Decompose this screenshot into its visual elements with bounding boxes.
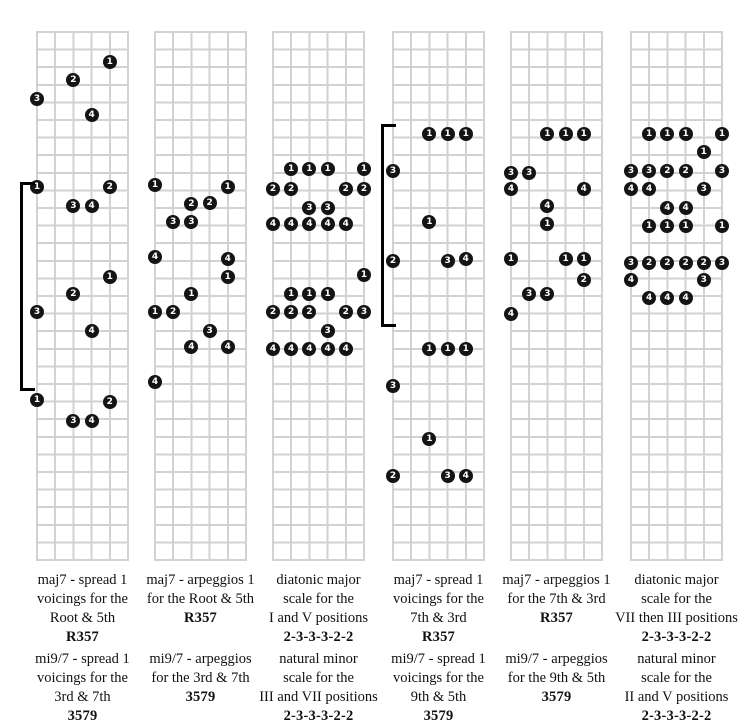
caption-line: 9th & 5th [410,689,467,705]
caption-line: 3579 [67,708,98,724]
finger-dot: 1 [184,287,198,301]
caption-line: R357 [539,610,574,626]
finger-dot: 1 [679,127,693,141]
caption-line: for the Root & 5th [146,591,255,607]
finger-dot: 2 [660,164,674,178]
finger-dot: 1 [148,305,162,319]
finger-dot: 1 [459,127,473,141]
finger-dot: 4 [221,340,235,354]
finger-dot: 4 [148,250,162,264]
caption-line: III and VII positions [259,689,378,705]
caption-line: maj7 - arpeggios 1 [146,572,255,588]
caption-line: for the 9th & 5th [507,670,606,686]
finger-dot: 4 [540,199,554,213]
finger-dot: 1 [441,342,455,356]
finger-dot: 1 [715,127,729,141]
caption-line: 7th & 3rd [410,610,467,626]
finger-dot: 3 [642,164,656,178]
caption-line: R357 [65,629,100,645]
finger-dot: 1 [30,180,44,194]
finger-dot: 2 [166,305,180,319]
finger-dot: 4 [459,252,473,266]
finger-dot: 2 [203,196,217,210]
finger-dot: 1 [559,127,573,141]
position-bracket [381,124,396,327]
finger-dot: 1 [30,393,44,407]
caption-line: diatonic major [276,572,361,588]
finger-dot: 4 [302,217,316,231]
finger-dot: 4 [679,291,693,305]
finger-dot: 2 [642,256,656,270]
fretboard-grid-2 [151,31,247,561]
finger-dot: 3 [624,164,638,178]
caption-line: mi9/7 - spread 1 [35,651,130,667]
finger-dot: 4 [85,324,99,338]
finger-dot: 4 [148,375,162,389]
finger-dot: 2 [103,395,117,409]
finger-dot: 3 [386,164,400,178]
finger-dot: 2 [357,182,371,196]
fretboard-grid-3 [269,31,368,561]
finger-dot: 3 [30,305,44,319]
caption-line: voicings for the [36,670,128,686]
fretboard-grid-6 [627,31,726,561]
finger-dot: 2 [339,182,353,196]
finger-dot: 1 [540,127,554,141]
finger-dot: 2 [577,273,591,287]
finger-dot: 4 [266,217,280,231]
caption-line: 3579 [185,689,216,705]
finger-dot: 2 [103,180,117,194]
finger-dot: 4 [339,217,353,231]
finger-dot: 3 [441,254,455,268]
finger-dot: 4 [266,342,280,356]
finger-dot: 2 [679,256,693,270]
finger-dot: 3 [321,324,335,338]
finger-dot: 1 [642,127,656,141]
caption-line: maj7 - arpeggios 1 [502,572,611,588]
caption-line: R357 [421,629,456,645]
finger-dot: 2 [386,254,400,268]
finger-dot: 2 [339,305,353,319]
caption-line: I and V positions [269,610,368,626]
caption-line: scale for the [283,670,354,686]
finger-dot: 3 [66,414,80,428]
finger-dot: 3 [302,201,316,215]
finger-dot: 2 [284,305,298,319]
finger-dot: 4 [321,342,335,356]
finger-dot: 1 [103,270,117,284]
finger-dot: 2 [66,287,80,301]
finger-dot: 3 [715,256,729,270]
finger-dot: 4 [624,273,638,287]
finger-dot: 1 [459,342,473,356]
finger-dot: 3 [715,164,729,178]
finger-dot: 3 [203,324,217,338]
finger-dot: 2 [266,305,280,319]
finger-dot: 1 [302,287,316,301]
finger-dot: 3 [321,201,335,215]
finger-dot: 2 [266,182,280,196]
caption-line: 3579 [541,689,572,705]
caption-line: maj7 - spread 1 [37,572,128,588]
finger-dot: 4 [679,201,693,215]
caption-line: Root & 5th [49,610,116,626]
finger-dot: 3 [522,287,536,301]
finger-dot: 1 [422,215,436,229]
finger-dot: 1 [103,55,117,69]
finger-dot: 1 [577,127,591,141]
caption-line: VII then III positions [615,610,738,626]
finger-dot: 1 [321,287,335,301]
finger-dot: 4 [85,414,99,428]
finger-dot: 1 [577,252,591,266]
fretboard-grid-4 [389,31,485,561]
finger-dot: 3 [386,379,400,393]
caption-line: R357 [183,610,218,626]
finger-dot: 1 [422,432,436,446]
finger-dot: 1 [221,270,235,284]
fretboard-grid-5 [507,31,603,561]
finger-dot: 1 [321,162,335,176]
caption-line: for the 7th & 3rd [507,591,606,607]
finger-dot: 3 [697,273,711,287]
caption-line: 2-3-3-3-2-2 [641,629,712,645]
finger-dot: 1 [284,287,298,301]
finger-dot: 3 [522,166,536,180]
finger-dot: 2 [302,305,316,319]
finger-dot: 4 [642,291,656,305]
finger-dot: 1 [642,219,656,233]
finger-dot: 4 [85,108,99,122]
caption-line: 2-3-3-3-2-2 [283,629,354,645]
finger-dot: 1 [284,162,298,176]
position-bracket [20,182,35,390]
finger-dot: 4 [284,217,298,231]
finger-dot: 1 [357,162,371,176]
finger-dot: 2 [697,256,711,270]
finger-dot: 4 [660,291,674,305]
finger-dot: 4 [504,182,518,196]
finger-dot: 1 [302,162,316,176]
finger-dot: 4 [85,199,99,213]
caption-line: 3rd & 7th [54,689,111,705]
finger-dot: 4 [321,217,335,231]
caption-line: scale for the [283,591,354,607]
caption-line: for the 3rd & 7th [151,670,250,686]
finger-dot: 4 [660,201,674,215]
finger-dot: 3 [357,305,371,319]
finger-dot: 1 [715,219,729,233]
fretboard-grid-1 [33,31,129,561]
caption-line: voicings for the [392,670,484,686]
caption-line: mi9/7 - spread 1 [391,651,486,667]
finger-dot: 2 [284,182,298,196]
finger-dot: 3 [540,287,554,301]
finger-dot: 3 [624,256,638,270]
caption-line: 3579 [423,708,454,724]
finger-dot: 1 [660,219,674,233]
finger-dot: 1 [441,127,455,141]
finger-dot: 1 [660,127,674,141]
finger-dot: 2 [66,73,80,87]
finger-dot: 1 [504,252,518,266]
finger-dot: 1 [697,145,711,159]
finger-dot: 1 [540,217,554,231]
finger-dot: 1 [559,252,573,266]
caption-line: II and V positions [624,689,729,705]
caption-line: mi9/7 - arpeggios [505,651,608,667]
caption-line: scale for the [641,670,712,686]
finger-dot: 3 [66,199,80,213]
finger-dot: 1 [422,127,436,141]
caption-line: mi9/7 - arpeggios [149,651,252,667]
finger-dot: 1 [357,268,371,282]
caption-line: scale for the [641,591,712,607]
finger-dot: 4 [642,182,656,196]
finger-dot: 4 [624,182,638,196]
caption-line: diatonic major [634,572,719,588]
finger-dot: 4 [284,342,298,356]
finger-dot: 4 [459,469,473,483]
caption-line: voicings for the [392,591,484,607]
finger-dot: 4 [221,252,235,266]
caption-line: natural minor [279,651,358,667]
finger-dot: 3 [184,215,198,229]
finger-dot: 4 [504,307,518,321]
caption-grid-6-major [599,571,754,647]
finger-dot: 3 [697,182,711,196]
finger-dot: 2 [679,164,693,178]
finger-dot: 4 [577,182,591,196]
finger-dot: 2 [184,197,198,211]
finger-dot: 2 [660,256,674,270]
finger-dot: 4 [302,342,316,356]
caption-grid-6-minor [599,650,754,726]
finger-dot: 3 [441,469,455,483]
finger-dot: 1 [679,219,693,233]
finger-dot: 3 [30,92,44,106]
finger-dot: 1 [221,180,235,194]
caption-line: natural minor [637,651,716,667]
caption-line: 2-3-3-3-2-2 [641,708,712,724]
finger-dot: 4 [339,342,353,356]
finger-dot: 1 [422,342,436,356]
finger-dot: 1 [148,178,162,192]
caption-line: voicings for the [36,591,128,607]
finger-dot: 3 [504,166,518,180]
finger-dot: 2 [386,469,400,483]
finger-dot: 3 [166,215,180,229]
finger-dot: 4 [184,340,198,354]
caption-line: 2-3-3-3-2-2 [283,708,354,724]
caption-line: maj7 - spread 1 [393,572,484,588]
